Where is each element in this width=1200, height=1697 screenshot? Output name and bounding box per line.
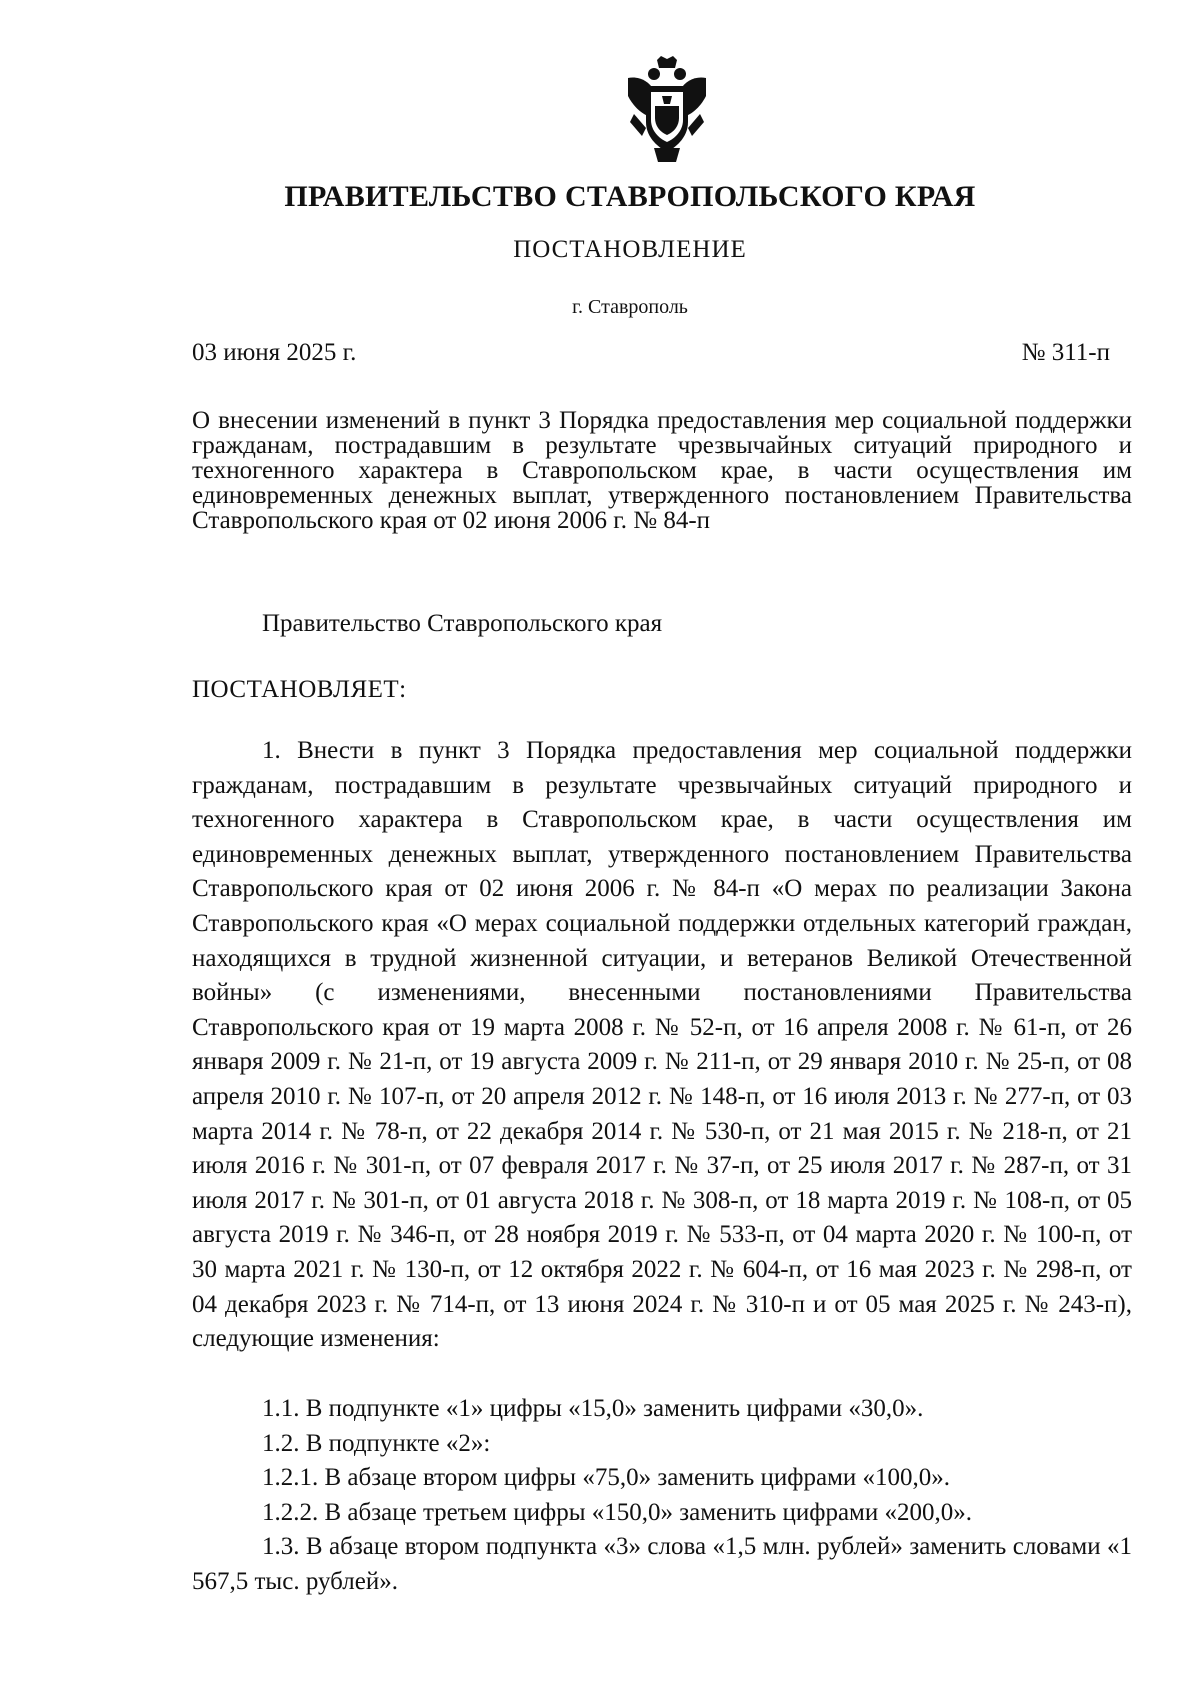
- issuing-authority: Правительство Ставропольского края: [262, 610, 663, 637]
- point-1-paragraph: 1. Внести в пункт 3 Порядка предоставления мер социальной поддержки гражданам, пострадавшим в результате чрезвычайных ситуаций природного и техногенного характера в Ставропольском крае, в части осуществления им единовременных денежных выплат, утвержденного постановлением Правительства Ставропольского края от 02 июня 2006 г. № 84-п «О мерах по реализации Закона Ставропольского края «О мерах социальной поддержки отдельных категорий граждан, находящихся в трудной жизненной ситуации, и ветеранов Великой Отечественной войны» (с изменениями, внесенными постановлениями Правительства Ставропольского края от 19 марта 2008 г. № 52-п, от 16 апреля 2008 г. № 61-п, от 26 января 2009 г. № 21-п, от 19 августа 2009 г. № 211-п, от 29 января 2010 г. № 25-п, от 08 апреля 2010 г. № 107-п, от 20 апреля 2012 г. № 148-п, от 16 июля 2013 г. № 277-п, от 03 марта 2014 г. № 78-п, от 22 декабря 2014 г. № 530-п, от 21 мая 2015 г. № 218-п, от 21 июля 2016 г. № 301-п, от 07 февраля 2017 г. № 37-п, от 25 июля 2017 г. № 287-п, от 31 июля 2017 г. № 301-п, от 01 августа 2018 г. № 308-п, от 18 марта 2019 г. № 108-п, от 05 августа 2019 г. № 346-п, от 28 ноября 2019 г. № 533-п, от 04 марта 2020 г. № 100-п, от 30 марта 2021 г. № 130-п, от 12 октября 2022 г. № 604-п, от 16 мая 2023 г. № 298-п, от 04 декабря 2023 г. № 714-п, от 13 июня 2024 г. № 310-п и от 05 мая 2025 г. № 243-п), следующие изменения:: [192, 737, 1132, 1353]
- document-kind: ПОСТАНОВЛЕНИЕ: [513, 236, 747, 263]
- amendment-item: 1.2.1. В абзаце втором цифры «75,0» заменить цифрами «100,0».: [262, 1464, 951, 1492]
- resolves-heading: ПОСТАНОВЛЯЕТ:: [192, 676, 407, 703]
- document-number: № 311-п: [1021, 339, 1110, 366]
- amendment-item: 1.2.2. В абзаце третьем цифры «150,0» заменить цифрами «200,0».: [262, 1498, 972, 1526]
- coat-of-arms-emblem: [624, 56, 710, 162]
- amendment-item: 1.3. В абзаце втором подпункта «3» слова «1,5 млн. рублей» заменить словами «1 567,5 тыс. рублей».: [192, 1533, 1132, 1595]
- amendment-item: 1.1. В подпункте «1» цифры «15,0» заменить цифрами «30,0».: [262, 1395, 924, 1422]
- amendment-item: 1.2. В подпункте «2»:: [262, 1429, 491, 1457]
- amendment-items: [192, 1392, 1132, 1600]
- document-date: 03 июня 2025 г.: [192, 339, 357, 366]
- document-subject: О внесении изменений в пункт 3 Порядка предоставления мер социальной поддержки гражданам, пострадавшим в результате чрезвычайных ситуаций природного и техногенного характера в Ставропольском крае, в части осуществления им единовременных денежных выплат, утвержденного постановлением Правительства Ставропольского края от 02 июня 2006 г. № 84-п: [192, 407, 1132, 534]
- government-title: ПРАВИТЕЛЬСТВО СТАВРОПОЛЬСКОГО КРАЯ: [284, 180, 976, 213]
- city-of-issue: г. Ставрополь: [572, 296, 688, 318]
